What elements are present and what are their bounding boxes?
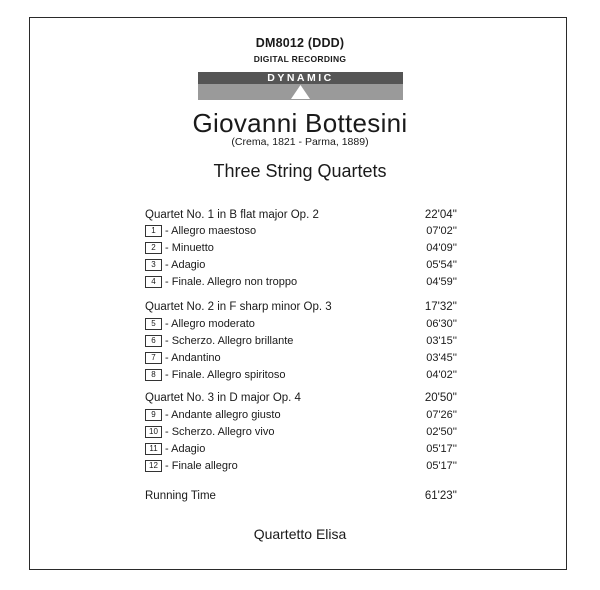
track-row	[145, 442, 457, 456]
track-duration: 03'45''	[426, 352, 457, 364]
track-title: - Scherzo. Allegro brillante	[165, 335, 294, 347]
track-duration: 04'09''	[426, 242, 457, 254]
track-title: - Andante allegro giusto	[165, 409, 281, 421]
track-number: 4	[145, 276, 162, 288]
track-row	[145, 258, 457, 272]
track-title: - Finale allegro	[165, 460, 238, 472]
track-number: 2	[145, 242, 162, 254]
composer-name: Giovanni Bottesini	[192, 108, 408, 138]
track-number: 7	[145, 352, 162, 364]
quartet-duration: 22'04''	[424, 209, 457, 221]
performer-name: Quartetto Elisa	[253, 526, 347, 542]
quartet-duration: 17'32''	[424, 301, 457, 313]
quartet-heading	[145, 300, 457, 314]
logo-text: DYNAMIC	[267, 72, 334, 84]
composer-dates: (Crema, 1821 - Parma, 1889)	[231, 136, 369, 148]
track-row	[145, 425, 457, 439]
track-duration: 06'30''	[426, 318, 457, 330]
logo-wordmark	[198, 72, 403, 84]
track-duration: 05'17''	[426, 460, 457, 472]
dynamic-logo	[198, 72, 403, 100]
track-number: 9	[145, 409, 162, 421]
recording-type: DIGITAL RECORDING	[253, 54, 347, 64]
track-row	[145, 334, 457, 348]
track-row	[145, 351, 457, 365]
track-number: 1	[145, 225, 162, 237]
track-title: - Allegro maestoso	[165, 225, 257, 237]
track-number: 3	[145, 259, 162, 271]
track-title: - Scherzo. Allegro vivo	[165, 426, 275, 438]
quartet-title: Quartet No. 3 in D major Op. 4	[145, 392, 301, 404]
track-duration: 02'50''	[426, 426, 457, 438]
track-number: 11	[145, 443, 162, 455]
running-time-label: Running Time	[145, 490, 216, 502]
track-title: - Minuetto	[165, 242, 214, 254]
track-row	[145, 241, 457, 255]
track-title: - Adagio	[165, 259, 206, 271]
track-title: - Adagio	[165, 443, 206, 455]
track-duration: 04'02''	[426, 369, 457, 381]
track-row	[145, 408, 457, 422]
quartet-heading	[145, 208, 457, 222]
running-time-duration: 61'23''	[424, 490, 457, 502]
catalog-number: DM8012 (DDD)	[255, 36, 345, 50]
logo-base	[198, 84, 403, 100]
track-duration: 07'02''	[426, 225, 457, 237]
track-row	[145, 275, 457, 289]
track-row	[145, 224, 457, 238]
quartet-title: Quartet No. 2 in F sharp minor Op. 3	[145, 301, 332, 313]
track-title: - Finale. Allegro non troppo	[165, 276, 298, 288]
quartet-duration: 20'50''	[424, 392, 457, 404]
track-number: 10	[145, 426, 162, 438]
album-title: Three String Quartets	[213, 161, 387, 181]
track-row	[145, 459, 457, 473]
track-row	[145, 368, 457, 382]
track-title: - Allegro moderato	[165, 318, 255, 330]
track-duration: 07'26''	[426, 409, 457, 421]
quartet-title: Quartet No. 1 in B flat major Op. 2	[145, 209, 319, 221]
track-duration: 05'54''	[426, 259, 457, 271]
track-duration: 03'15''	[426, 335, 457, 347]
track-title: - Finale. Allegro spiritoso	[165, 369, 286, 381]
quartet-heading	[145, 391, 457, 405]
track-row	[145, 317, 457, 331]
track-number: 5	[145, 318, 162, 330]
track-number: 8	[145, 369, 162, 381]
running-time-row	[145, 489, 457, 503]
track-title: - Andantino	[165, 352, 221, 364]
track-duration: 05'17''	[426, 443, 457, 455]
track-number: 6	[145, 335, 162, 347]
track-number: 12	[145, 460, 162, 472]
logo-triangle-icon	[198, 84, 403, 100]
track-duration: 04'59''	[426, 276, 457, 288]
